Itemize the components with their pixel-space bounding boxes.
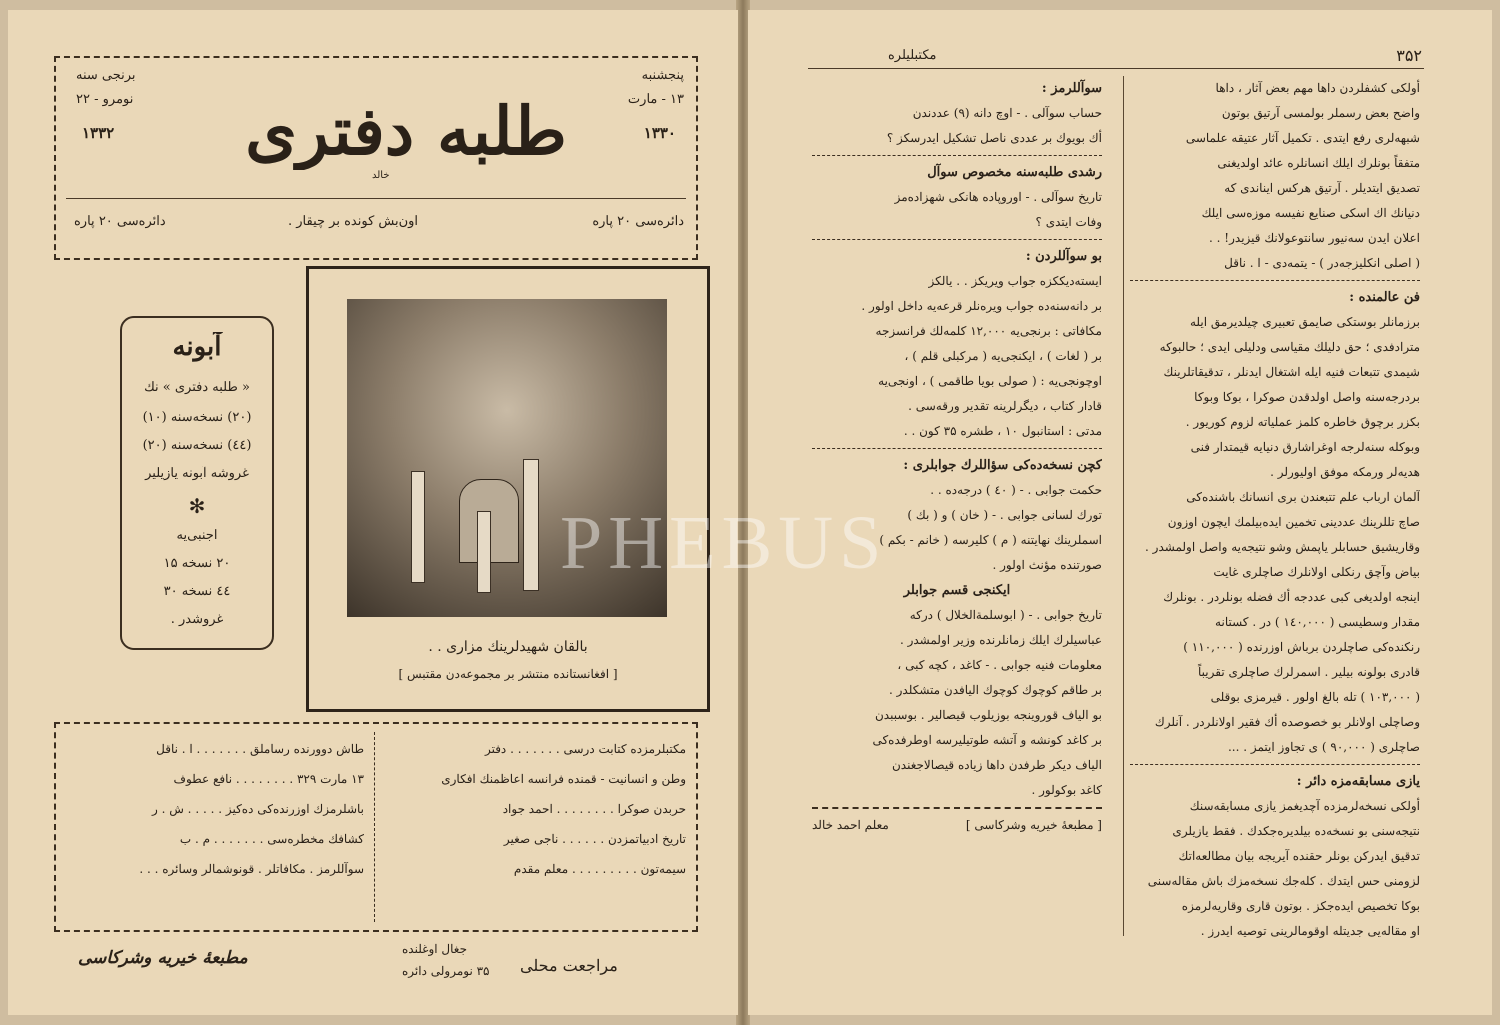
day-label: پنجشنبه [641,68,684,83]
founder-name: خالد [372,170,390,181]
year-label: برنجی سنه [76,68,136,83]
text-line: مترادفدی ؛ حق دلیلك مقیاسی ودلیلی ایدی ؛ حالبوکه [1159,340,1420,354]
text-line: دنیانك اك اسکی صنایع نفیسه موزه‌سی ایلك [1201,206,1420,220]
subscription-line: « طلبه دفتری » نك [144,380,250,395]
text-line: بر کاغد کونشه و آتشه طوتیلیرسه اوطرفده‌کی [872,733,1102,747]
skeleton-figure [411,471,425,583]
contents-item: مکتبلرمزده کتابت درسی . . . . . . . دفتر [484,742,686,756]
text-line: وصاچلی اولانلر بو خصوصده أك فقیر اولانلردر . آنلرك [1154,715,1420,729]
section-divider [812,448,1102,449]
subscription-line: ٤٤ نسخه ۳۰ [163,584,231,599]
section-heading: یازی مسابقه‌مزه دائر : [1296,774,1420,789]
text-line: تصدیق ایتدیلر . آرتیق هرکس ایناندی که [1224,181,1420,195]
contents-item: سیمه‌تون . . . . . . . . . معلم مقدم [513,862,686,876]
price-right: دائره‌سی ۲۰ پاره [592,214,684,229]
year-rumi: ۱۳۳۰ [643,124,676,142]
text-line: تاریخ جوابی . - ( ابوسلمةالخلال ) درکه [909,608,1102,622]
text-line: بردرجه‌سنه واصل اولدقدن صوکرا ، بوکا وبوکا [1194,390,1420,404]
section-heading: فن عالمنده : [1349,290,1420,305]
text-line: بر طاقم کوچوك کوچوك الیافدن متشکلدر . [889,683,1102,697]
contents-item: سوآللرمز . مکافاتلر . قونوشمالر وسائره . . . [139,862,364,876]
text-line: قادری بولونه بیلیر . اسمرلرك صاچلری تقریباً [1198,665,1420,679]
page-number: ۳۵۲ [1396,46,1422,65]
left-column [812,76,1102,838]
contents-right-column [386,734,686,884]
subscription-line: غروشدر . [170,612,224,627]
text-line: مقدار وسطیسی ( ۱٤۰,۰۰۰ ) در . کستانه [1215,615,1420,629]
page-header [808,46,1424,69]
contents-item: کشافك مخطره‌سی . . . . . . . م . ب [179,832,364,846]
masthead-rule [66,198,686,199]
right-column [1130,76,1420,944]
text-line: صاچلری ( ۹۰,۰۰۰ ) ی تجاوز ایتمز . ... [1227,740,1420,754]
text-line: قادار کتاب ، دیگرلرینه تقدیر ورقه‌سی . [908,399,1102,413]
section-divider [812,807,1102,809]
skeleton-figure [523,459,539,591]
issue-number: نومرو - ۲۲ [76,92,134,107]
text-line: او مقاله‌یی جدیتله اوقومالرینی توصیه ایدرز . [1200,924,1420,938]
contents-item: طاش دوورنده رساملق . . . . . . . ا . ناقل [156,742,364,756]
printer-seal: مطبعهٔ خیریه وشرکاسی [78,948,248,968]
illustration-frame [306,266,710,712]
watermark: PHEBUS [560,501,888,585]
text-line: اسملرینك نهایتنه ( م ) کلیرسه ( خانم - بکم ) [879,533,1102,547]
text-line: لزومنی حس ایتدك . کله‌جك نسخه‌مزك باش مقاله‌سنی [1147,874,1420,888]
text-line: آلمان ارباب علم تتبعندن بری انسانك باشنده‌کی [1186,490,1420,504]
masthead [54,56,698,260]
text-line: بوکا تخصیص ایده‌جکز . بوتون قاری وقاریه‌لرمزه [1181,899,1420,913]
text-line: حکمت جوابی . - ( ٤٠ ) درجه‌ده . . [930,483,1102,497]
masthead-title: طلبه دفتری [245,92,567,170]
imprint-printer: [ مطبعهٔ خیریه وشرکاسی ] [965,818,1102,832]
text-line: وفات ایتدی ؟ [1035,215,1102,229]
text-line: برزمانلر بوستکی صایمق تعبیری چیلدیرمق ایله [1190,315,1420,329]
text-line: تورك لسانی جوابی . - ( خان ) و ( بك ) [907,508,1102,522]
text-line: ( اصلی انکلیزجه‌در ) - یتمه‌دی - ا . ناقل [1224,256,1420,270]
text-line: عباسیلرك ایلك زمانلرنده وزیر اولمشدر . [899,633,1102,647]
text-line: مکافاتی : برنجی‌یه ۱۲,۰۰۰ کلمه‌لك فرانسزجه [875,324,1102,338]
text-line: کاغد بوکولور . [1031,783,1102,797]
section-heading: ایکنجی قسم جوابلر [903,583,1011,598]
subscription-heading: آبونه [172,332,222,362]
text-line: بر دانه‌سنه‌ده جواب ویره‌نلر قرعه‌یه داخل اولور . [861,299,1102,313]
text-line: رنکنده‌کی صاچلردن برباش اوزرنده ( ۱۱۰,۰۰۰ ) [1183,640,1420,654]
subscription-line: ۲۰ نسخه ۱۵ [163,556,231,571]
section-heading: سوآللرمز : [1041,81,1102,96]
text-line: هدیه‌لر ورمکه موفق اولیورلر . [1270,465,1420,479]
text-line: وقاریشیق حسابلر یاپمش وشو نتیجه‌یه واصل اولمشدر . [1145,540,1420,554]
subscription-line: (۲۰) نسخه‌سنه (۱۰) [142,410,252,425]
subscription-line: غروشه آبونه یازیلیر [145,466,249,481]
imprint [812,813,1102,838]
column-rule [1123,76,1124,936]
section-divider [1130,764,1420,765]
contents-item: تاریخ ادبیاتمزدن . . . . . . ناجی صغیر [503,832,686,846]
section-heading: کچن نسخه‌ده‌کی سؤاللرك جوابلری : [903,458,1102,473]
running-title: مکتبلیلره [888,48,937,63]
text-line: الیاف دیکر طرفدن داها زیاده قیصالاجغندن [891,758,1102,772]
text-line: بو الیاف قوروینجه بوزیلوب قیصالیر . بوسببدن [874,708,1102,722]
text-line: معلومات فنیه جوابی . - کاغد ، کچه کبی ، [897,658,1102,672]
section-divider [812,155,1102,156]
reference-label: مراجعت محلی [520,956,618,975]
issue-date: ۱۳ - مارت [627,92,684,107]
contents-item: ۱۳ مارت ۳۲۹ . . . . . . . . نافع عطوف [173,772,364,786]
text-line: بر ( لغات ) ، ایکنجی‌یه ( مرکبلی قلم ) ، [904,349,1102,363]
text-line: شبهه‌لری رفع ایتدی . تکمیل آثار عتیقه علماسی [1185,131,1420,145]
text-line: اعلان ایدن سه‌نیور سانتوعولانك قیزیدر! . . [1209,231,1420,245]
text-line: أولکی کشفلردن داها مهم بعض آثار ، داها [1215,81,1420,95]
text-line: بکزر برچوق خاطره کلمز عملیاته لزوم کوریور . [1185,415,1420,429]
text-line: اینجه اولدیغی کبی عددجه أك فضله بونلردر . بونلرك [1163,590,1420,604]
skeleton-figure [477,511,491,593]
contents-item: حربدن صوکرا . . . . . . . . احمد جواد [502,802,686,816]
price-left: دائره‌سی ۲۰ پاره [74,214,166,229]
text-line: ایسته‌دیککزه جواب ویریکز . . یالکز [928,274,1102,288]
section-divider [1130,280,1420,281]
subscription-line: اجنبی‌یه [176,528,218,543]
subscription-line: (٤٤) نسخه‌سنه (۲۰) [142,438,252,453]
address-line: ۳۵ نومرولی دائره [402,964,490,978]
text-line: ( ۱۰۳,۰۰۰ ) تله بالغ اولور . قیرمزی بوقلی [1210,690,1420,704]
text-line: حساب سوآلی . - اوچ دانه (۹) عددندن [912,106,1102,120]
text-line: تاریخ سوآلی . - اوروپاده هانکی شهزاده‌مز [894,190,1102,204]
contents-left-column [64,734,364,884]
text-line: أولکی نسخه‌لرمزده آچدیغمز یازی مسابقه‌سنك [1189,799,1420,813]
year-hijri: ۱۳۳۲ [82,124,115,142]
section-heading: رشدی طلبه‌سنه مخصوص سوآل [927,165,1102,180]
text-line: اوچونجی‌یه : ( صولی بویا طاقمی ) ، اونجی‌یه [878,374,1102,388]
section-heading: بو سوآللردن : [1025,249,1102,264]
text-line: شیمدی تتبعات فنیه ایله اشتغال ایدنلر ، تدقیقاتلرینك [1163,365,1420,379]
text-line: تدقیق ایدرکن بونلر حقنده آیریجه بیان مطالعه‌اتك [1178,849,1420,863]
frequency: اون‌بش کونده بر چیقار . [288,214,419,229]
text-line: صورتنده مؤنث اولور . [992,558,1102,572]
text-line: بیاض وآچق رنکلی اولانلرك صاچلری غایت [1213,565,1420,579]
address-line: جغال اوغلنده [402,942,467,956]
text-line: واضح بعض رسملر بولمسی آرتیق بوتون [1221,106,1420,120]
contents-item: وطن و انسانیت - قمنده فرانسه اعاظمنك افکاری [441,772,686,786]
text-line: أك بویوك بر عددی ناصل تشکیل ایدرسکز ؟ [886,131,1102,145]
illustration-source: [ افغانستانده منتشر بر مجموعه‌دن مقتبس ] [398,667,618,681]
subscription-box [120,316,274,650]
text-line: نتیجه‌سنی بو نسخه‌ده بیلدیره‌جکدك . فقط یازیلری [1172,824,1420,838]
text-line: صاچ تللرینك عددینی تخمین ایده‌بیلمك ایچون اوزون [1167,515,1420,529]
imprint-editor: معلم احمد خالد [812,818,889,832]
text-line: وبوکله سنه‌لرجه اوغراشارق دنیایه قیمتدار فنی [1190,440,1420,454]
illustration-caption: بالقان شهیدلرینك مزاری . . [428,639,588,655]
text-line: متفقاً بونلرك ایلك انسانلره عائد اولدیغنی [1217,156,1420,170]
text-line: مدتی : استانبول ۱۰ ، طشره ۳۵ کون . . [903,424,1102,438]
ornament-star: ✻ [188,494,206,518]
contents-table [54,722,698,932]
section-divider [812,239,1102,240]
contents-item: باشلرمزك اوزرنده‌کی ده‌کیز . . . . . ش . ر [151,802,364,816]
contents-divider [374,732,375,922]
